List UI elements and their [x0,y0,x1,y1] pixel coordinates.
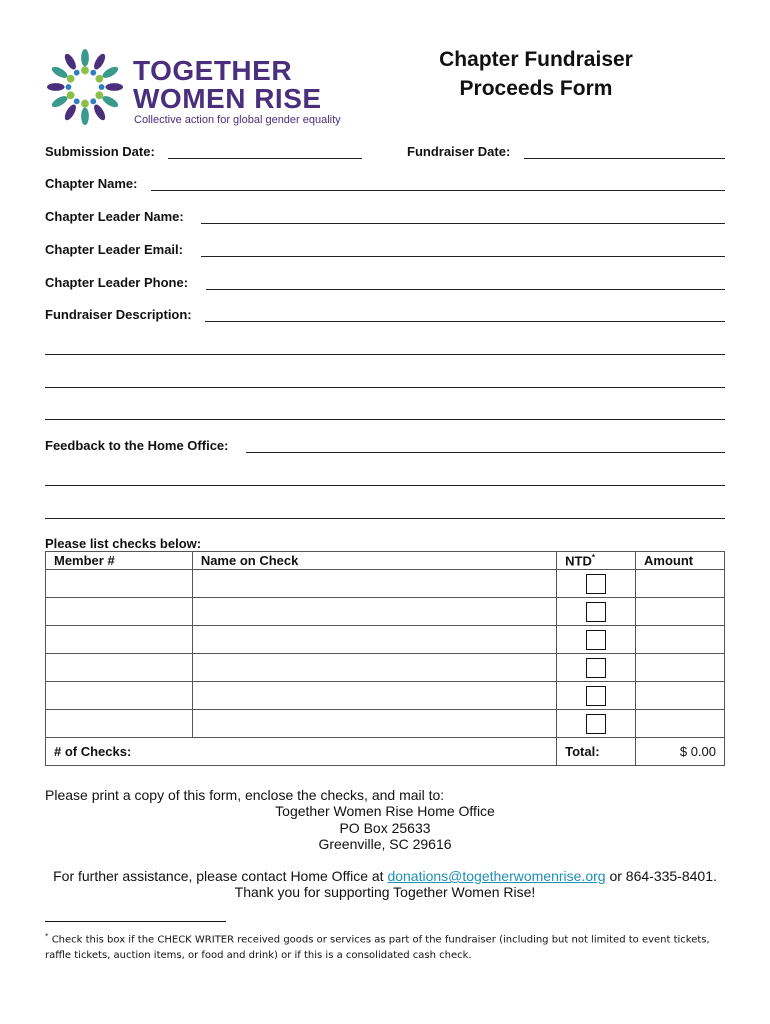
name-cell[interactable] [192,682,556,710]
checks-heading: Please list checks below: [45,536,202,551]
amount-cell[interactable] [636,710,725,738]
column-header-amount: Amount [636,552,725,570]
amount-cell[interactable] [636,654,725,682]
total-value: 0.00 [690,744,716,759]
ntd-checkbox[interactable] [586,658,606,678]
leader-phone-field[interactable] [206,289,725,290]
amount-cell[interactable] [636,682,725,710]
description-line[interactable] [45,354,725,355]
description-line[interactable] [45,419,725,420]
ntd-checkbox[interactable] [586,686,606,706]
leader-name-field[interactable] [201,223,725,224]
table-row [46,626,725,654]
table-row [46,682,725,710]
mail-city: Greenville, SC 29616 [318,836,452,852]
figures-circle-icon [46,46,124,128]
description-label: Fundraiser Description: [45,307,192,322]
ntd-cell [557,570,636,598]
name-cell[interactable] [192,654,556,682]
member-cell[interactable] [46,682,193,710]
brand-name-line2: WOMEN RISE [133,83,322,114]
ntd-checkbox[interactable] [586,574,606,594]
submission-date-label: Submission Date: [45,144,155,159]
contact-suffix: or 864-335-8401. [609,868,717,884]
fundraiser-date-field[interactable] [524,158,725,159]
ntd-cell [557,626,636,654]
ntd-cell [557,710,636,738]
ntd-cell [557,682,636,710]
ntd-label: NTD [565,553,592,569]
column-header-name: Name on Check [192,552,556,570]
table-row [46,570,725,598]
ntd-footnote-marker: * [591,552,595,562]
amount-cell[interactable] [636,570,725,598]
member-cell[interactable] [46,570,193,598]
ntd-checkbox[interactable] [586,602,606,622]
leader-name-label: Chapter Leader Name: [45,209,184,224]
brand-name-line1: TOGETHER [133,55,293,86]
brand-tagline: Collective action for global gender equality [134,114,341,126]
thanks-text: Thank you for supporting Together Women Rise! [234,884,536,900]
submission-date-field[interactable] [168,158,362,159]
total-currency: $ [679,744,688,759]
total-label: Total: [565,744,600,759]
description-field[interactable] [205,321,725,322]
ntd-cell [557,654,636,682]
footnote [45,928,735,964]
column-header-ntd [557,552,636,570]
name-cell[interactable] [192,710,556,738]
leader-email-label: Chapter Leader Email: [45,242,183,257]
footnote-divider [45,921,226,922]
check-count-cell [46,738,557,766]
chapter-name-label: Chapter Name: [45,176,138,191]
contact-email-link[interactable]: donations@togetherwomenrise.org [387,868,606,884]
ntd-checkbox[interactable] [586,714,606,734]
table-header-row [46,552,725,570]
totals-row [46,738,725,766]
column-header-member: Member # [46,552,193,570]
name-cell[interactable] [192,626,556,654]
chapter-name-field[interactable] [151,190,725,191]
name-cell[interactable] [192,598,556,626]
amount-cell[interactable] [636,626,725,654]
feedback-label: Feedback to the Home Office: [45,438,229,453]
page-title-line1: Chapter Fundraiser [439,48,633,71]
member-cell[interactable] [46,654,193,682]
check-count-label: # of Checks: [54,744,132,759]
table-row [46,598,725,626]
total-label-cell [557,738,636,766]
page-title-line2: Proceeds Form [459,77,613,100]
amount-cell[interactable] [636,598,725,626]
footnote-text: Check this box if the CHECK WRITER received goods or services as part of the fundraiser (including but not limited to event tickets, raffle tickets, auction items, or food and drink) or if this is a consolidated cash check. [45,934,710,962]
description-line[interactable] [45,387,725,388]
mail-instruction: Please print a copy of this form, enclose the checks, and mail to: [45,787,445,803]
feedback-field[interactable] [246,452,725,453]
member-cell[interactable] [46,626,193,654]
name-cell[interactable] [192,570,556,598]
fundraiser-date-label: Fundraiser Date: [407,144,511,159]
mail-po-box: PO Box 25633 [339,820,431,836]
table-row [46,710,725,738]
leader-phone-label: Chapter Leader Phone: [45,275,189,290]
table-row [46,654,725,682]
feedback-line[interactable] [45,485,725,486]
member-cell[interactable] [46,710,193,738]
leader-email-field[interactable] [201,256,725,257]
mail-org: Together Women Rise Home Office [275,803,495,819]
checks-table [45,551,725,766]
contact-prefix: For further assistance, please contact Home Office at [53,868,384,884]
total-amount [636,738,725,766]
footnote-marker: * [45,932,49,940]
member-cell[interactable] [46,598,193,626]
contact-line [0,868,770,884]
ntd-checkbox[interactable] [586,630,606,650]
ntd-cell [557,598,636,626]
feedback-line[interactable] [45,518,725,519]
